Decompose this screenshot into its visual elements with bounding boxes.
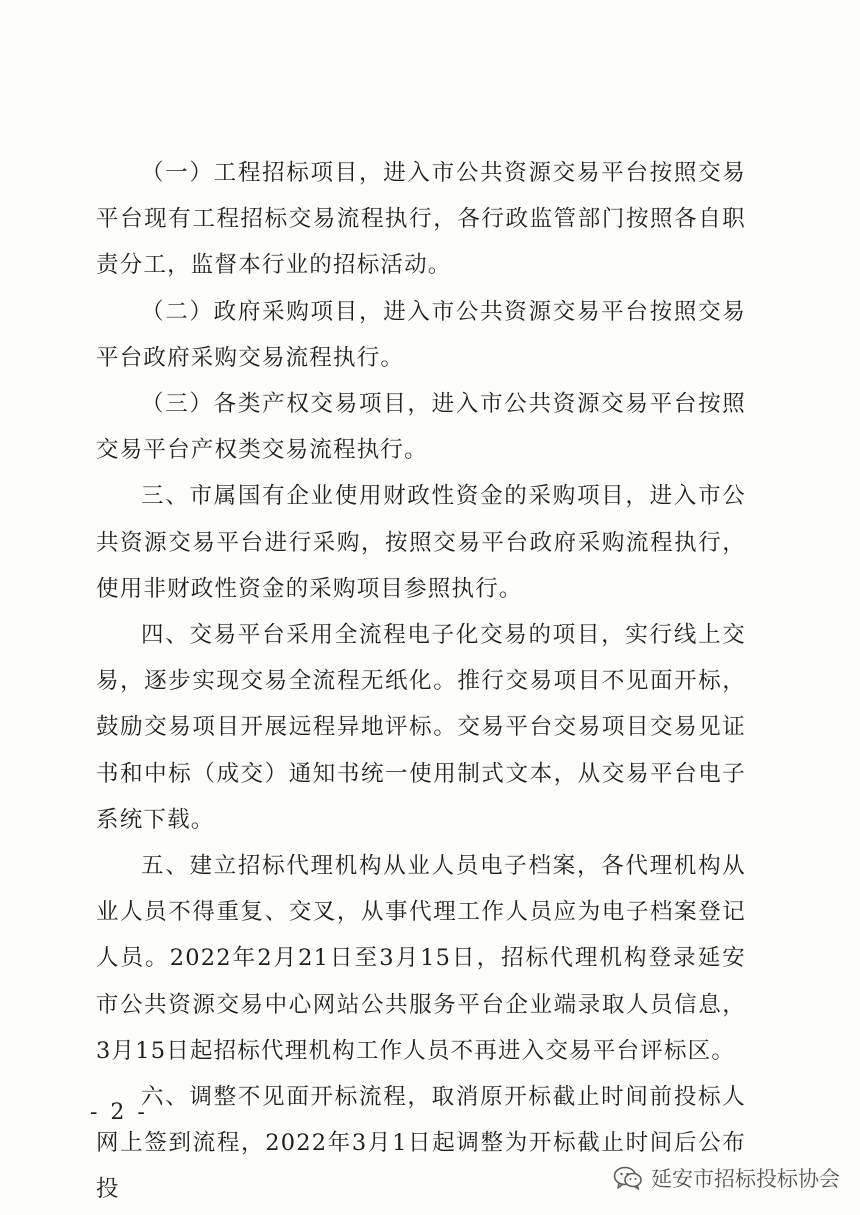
paragraph-item-1-engineering: （一）工程招标项目，进入市公共资源交易平台按照交易平台现有工程招标交易流程执行，各行政监管部门按照各自职责分工，监督本行业的招标活动。 bbox=[96, 160, 746, 279]
paragraph-section-4: 四、交易平台采用全流程电子化交易的项目，实行线上交易，逐步实现交易全流程无纸化。推行交易项目不见面开标，鼓励交易项目开展远程异地评标。交易平台交易项目交易见证书和中标（成交）通知书统一使用制式文本，从交易平台电子系统下载。 bbox=[96, 622, 746, 833]
paragraph-item-2-government-procurement: （二）政府采购项目，进入市公共资源交易平台按照交易平台政府采购交易流程执行。 bbox=[96, 298, 746, 371]
document-body bbox=[96, 150, 746, 1213]
paragraph-section-5: 五、建立招标代理机构从业人员电子档案，各代理机构从业人员不得重复、交叉，从事代理工作人员应为电子档案登记人员。2022年2月21日至3月15日，招标代理机构登录延安市公共资源交易中心网站公共服务平台企业端录取人员信息，3月15日起招标代理机构工作人员不再进入交易平台评标区。 bbox=[96, 853, 746, 1064]
wechat-icon bbox=[613, 1165, 643, 1191]
watermark-text: 延安市招标投标协会 bbox=[651, 1167, 840, 1191]
page-number: - 2 - bbox=[90, 1100, 148, 1125]
wechat-watermark bbox=[613, 1163, 840, 1193]
paragraph-item-3-property-rights: （三）各类产权交易项目，进入市公共资源交易平台按照交易平台产权类交易流程执行。 bbox=[96, 391, 746, 464]
paragraph-section-6: 六、调整不见面开标流程，取消原开标截止时间前投标人网上签到流程，2022年3月1日起调整为开标截止时间后公布投 bbox=[96, 1084, 746, 1203]
paragraph-section-3: 三、市属国有企业使用财政性资金的采购项目，进入市公共资源交易平台进行采购，按照交易平台政府采购流程执行，使用非财政性资金的采购项目参照执行。 bbox=[96, 483, 746, 602]
